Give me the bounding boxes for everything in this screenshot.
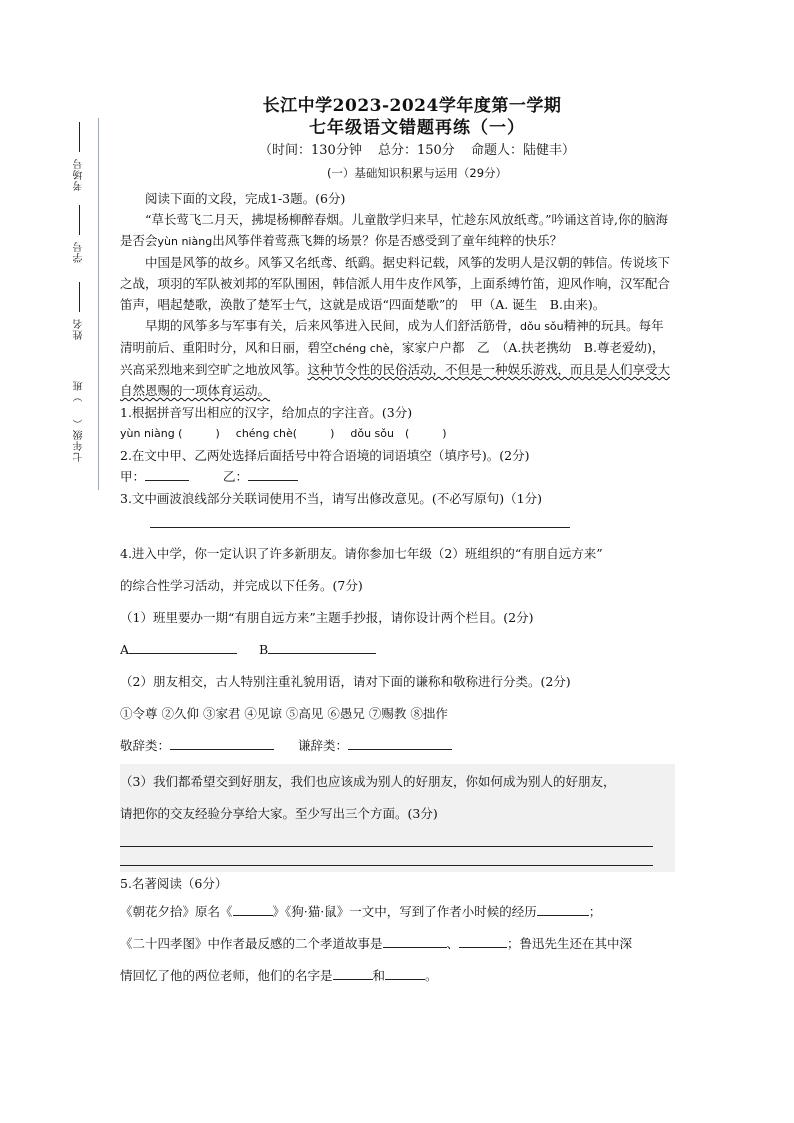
q4-answer-line-1[interactable] xyxy=(120,830,653,847)
pinyin-chengche: chéng chè xyxy=(332,342,390,355)
question-4 xyxy=(120,538,675,872)
exam-room-label: 考场号 xyxy=(74,158,85,191)
q5-title: 5.名著阅读（6分） xyxy=(120,876,228,891)
q4-sub-2: （2）朋友相交，古人特别注重礼貌用语，请对下面的谦称和敬称进行分类。(2分) xyxy=(120,674,571,689)
question-5 xyxy=(120,872,675,992)
pinyin-yunniang: yùn niàng xyxy=(157,235,213,248)
time-label: （时间：130分钟 xyxy=(259,143,362,158)
q5-blank-original-name[interactable] xyxy=(233,901,273,916)
question-1: 1.根据拼音写出相应的汉字，给加点的字注音。(3分) xyxy=(120,405,413,420)
q5-line-3: 情回忆了他的两位老师，他们的名字是 和 。 xyxy=(120,960,675,992)
q4-column-b-blank[interactable] xyxy=(268,639,376,654)
wavy-underlined-sentence: 这种节令性的民俗活动，不但是一种娱乐游戏，而且是人们享受大自然恩赐的一项体育运动。 xyxy=(120,362,671,398)
reading-intro: 阅读下面的文段，完成1-3题。(6分) xyxy=(145,191,346,206)
q4-word-list: ①令尊 ②久仰 ③家君 ④见谅 ⑤高见 ⑥愚兄 ⑦赐教 ⑧拙作 xyxy=(120,706,448,721)
exam-title: 七年级语文错题再练（一） xyxy=(309,118,525,138)
q5-blank-teacher-2[interactable] xyxy=(385,965,425,980)
author-label: 命题人：陆健丰） xyxy=(470,143,575,158)
reading-paragraph-1: “草长莺飞二月天，拂堤杨柳醉春烟。儿童散学归来早，忙趁东风放纸鸢。”吟诵这首诗,你的脑海是否会yùn niàng出风筝伴着莺燕飞舞的场景？你是否感受到了童年纯粹的快乐？ xyxy=(120,212,669,248)
reading-paragraph-3: 早期的风筝多与军事有关，后来风筝进入民间，成为人们舒活筋骨，dǒu sǒu精神的玩具。每年清明前后、重阳时分，风和日丽，碧空chéng chè，家家户户都 乙 （A.扶老携幼 B.尊老爱幼)，兴高采烈地来到空旷之地放风筝。这种节令性的民俗活动，不但是一种娱乐游戏，而且是人们享受大自然恩赐的一项体育运动。 xyxy=(120,318,671,398)
q4-respectful-label: 敬辞类： xyxy=(120,738,171,753)
q5-line-1: 《朝花夕拾》原名《 》《狗·猫·鼠》一文中，写到了作者小时候的经历 ； xyxy=(120,896,675,928)
exam-content xyxy=(120,188,675,992)
q4-column-row xyxy=(120,634,675,666)
q4-sub-3-box xyxy=(120,764,675,872)
q4-humble-label: 谦辞类： xyxy=(297,738,348,753)
q4-intro-a: 4.进入中学，你一定认识了许多新朋友。请你参加七年级（2）班组织的“有朋自远方来” xyxy=(120,546,603,561)
class-field xyxy=(72,380,87,462)
exam-info xyxy=(40,140,794,162)
class-label-b: ）班 xyxy=(74,380,85,402)
q4-column-b-label: B xyxy=(259,642,269,657)
name-field xyxy=(72,282,87,340)
q5-line-2: 《二十四孝图》中作者最反感的二个孝道故事是 、 ；鲁迅先生还在其中深 xyxy=(120,928,675,960)
q2-jia-blank[interactable] xyxy=(145,466,189,481)
q2-jia-label: 甲： xyxy=(120,469,146,484)
q4-column-a-label: A xyxy=(120,642,130,657)
pinyin-dousou: dǒu sǒu xyxy=(520,320,564,333)
school-title: 长江中学2023-2024学年度第一学期 xyxy=(262,96,562,116)
q5-blank-story-1[interactable] xyxy=(383,933,447,948)
q4-sub-1: （1）班里要办一期“有朋自远方来”主题手抄报，请你设计两个栏目。(2分) xyxy=(120,610,534,625)
q2-yi-label: 乙： xyxy=(222,469,248,484)
name-blank[interactable] xyxy=(79,282,81,312)
q1-answer-row xyxy=(120,423,675,444)
q4-respectful-blank[interactable] xyxy=(170,735,274,750)
reading-paragraph-2: 中国是风筝的故乡。风筝又名纸鸢、纸鹞。据史料记载，风筝的发明人是汉朝的韩信。传说垓下之战，项羽的军队被刘邦的军队围困，韩信派人用牛皮作风筝，上面系缚竹笛，迎风作响，汉军配合笛声，唱起楚歌，涣散了楚军士气，这就是成语“四面楚歌”的 甲（A. 诞生 B.由来)。 xyxy=(120,255,671,312)
class-label-a: 七年级（ xyxy=(74,418,85,462)
question-2: 2.在文中甲、乙两处选择后面括号中符合语境的词语填空（填序号)。(2分) xyxy=(120,448,530,463)
student-no-blank[interactable] xyxy=(79,205,81,235)
q5-blank-experience[interactable] xyxy=(537,901,589,916)
student-no-field xyxy=(72,205,87,263)
q2-yi-blank[interactable] xyxy=(248,466,298,481)
name-label: 姓名 xyxy=(74,318,85,340)
q1-item-2[interactable]: chéng chè( ) xyxy=(235,427,335,440)
question-3: 3.文中画波浪线部分关联词使用不当，请写出修改意见。(不必写原句)（1分) xyxy=(120,491,543,506)
q1-item-3[interactable]: dǒu sǒu ( ) xyxy=(350,427,447,440)
q4-intro-b: 的综合性学习活动，并完成以下任务。(7分) xyxy=(120,578,363,593)
q1-item-1[interactable]: yùn niàng ( ) xyxy=(120,427,220,440)
q5-blank-story-2[interactable] xyxy=(459,933,507,948)
q4-classify-row xyxy=(120,730,675,762)
q2-answer-row xyxy=(120,466,675,487)
q5-blank-teacher-1[interactable] xyxy=(333,965,373,980)
q4-answer-line-2[interactable] xyxy=(120,847,653,866)
student-no-label: 学号 xyxy=(74,241,85,263)
q4-sub-3-b: 请把你的交友经验分享给大家。至少写出三个方面。(3分) xyxy=(120,806,438,821)
header xyxy=(0,96,794,184)
q4-sub-3-a: （3）我们都希望交到好朋友，我们也应该成为别人的好朋友，你如何成为别人的好朋友， xyxy=(120,774,616,789)
total-label: 总分：150分 xyxy=(377,143,455,158)
q3-answer-line[interactable] xyxy=(150,513,570,528)
q4-humble-blank[interactable] xyxy=(348,735,452,750)
q4-column-a-blank[interactable] xyxy=(129,639,237,654)
section-title: (一）基础知识积累与运用（29分） xyxy=(326,166,508,180)
